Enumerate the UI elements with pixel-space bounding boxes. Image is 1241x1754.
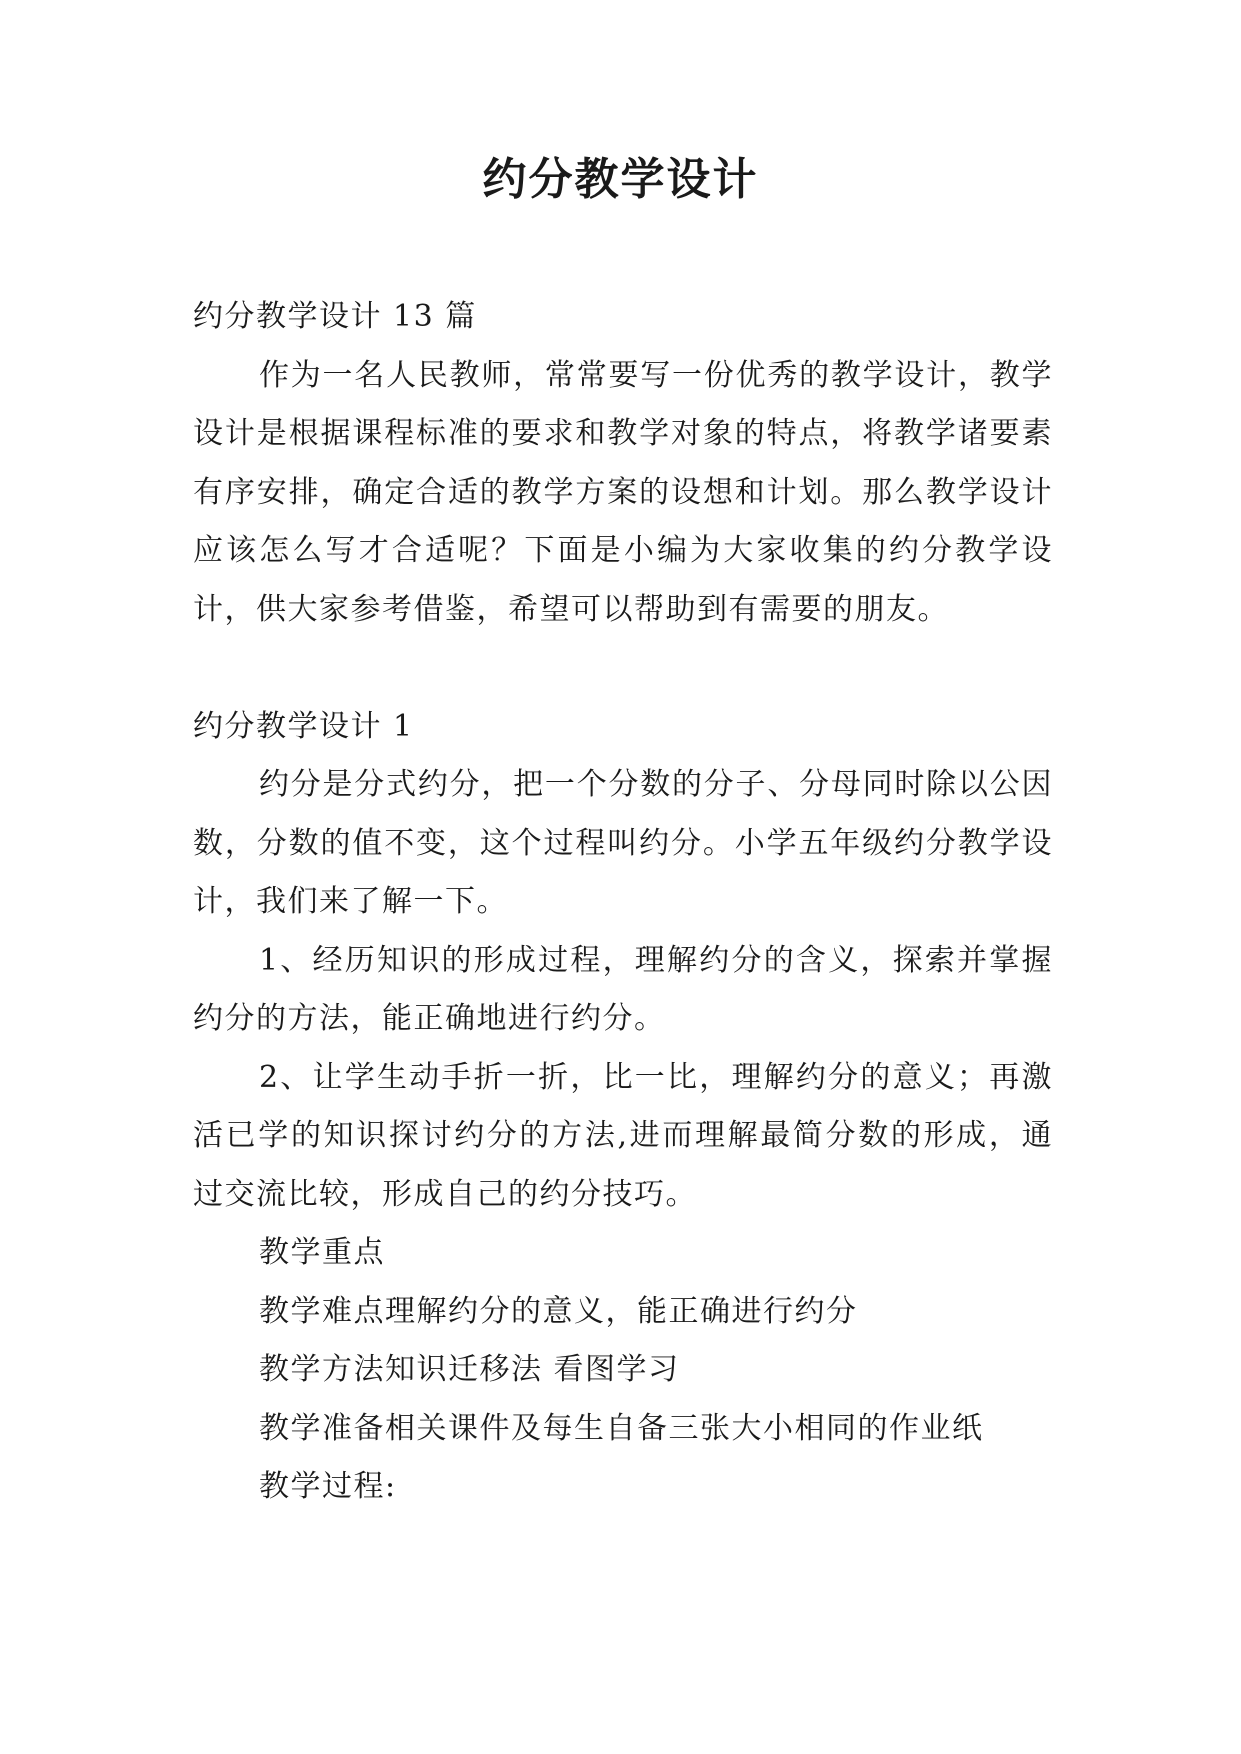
section-paragraph-goal-2: 2、让学生动手折一折，比一比，理解约分的意义；再激活已学的知识探讨约分的方法,进而理解最简分数的形成，通过交流比较，形成自己的约分技巧。 (193, 1059, 1053, 1212)
section-heading: 约分教学设计 1 (193, 708, 414, 744)
item-teaching-difficulty: 教学难点理解约分的意义，能正确进行约分 (259, 1293, 858, 1329)
document-body (193, 288, 1053, 1517)
item-teaching-preparation: 教学准备相关课件及每生自备三张大小相同的作业纸 (259, 1410, 984, 1446)
item-teaching-process: 教学过程: (259, 1469, 397, 1504)
intro-paragraph: 作为一名人民教师，常常要写一份优秀的教学设计，教学设计是根据课程标准的要求和教学对象的特点，将教学诸要素有序安排，确定合适的教学方案的设想和计划。那么教学设计应该怎么写才合适呢？下面是小编为大家收集的约分教学设计，供大家参考借鉴，希望可以帮助到有需要的朋友。 (193, 357, 1053, 627)
section-spacer (193, 639, 1053, 698)
document-subtitle: 约分教学设计 13 篇 (193, 299, 477, 334)
item-teaching-focus: 教学重点 (259, 1235, 385, 1270)
item-teaching-method: 教学方法知识迁移法 看图学习 (259, 1352, 680, 1387)
section-paragraph-goal-1: 1、经历知识的形成过程，理解约分的含义，探索并掌握约分的方法，能正确地进行约分。 (193, 942, 1053, 1036)
section-paragraph-definition: 约分是分式约分，把一个分数的分子、分母同时除以公因数，分数的值不变，这个过程叫约分。小学五年级约分教学设计，我们来了解一下。 (193, 767, 1053, 919)
document-title: 约分教学设计 (482, 154, 759, 205)
